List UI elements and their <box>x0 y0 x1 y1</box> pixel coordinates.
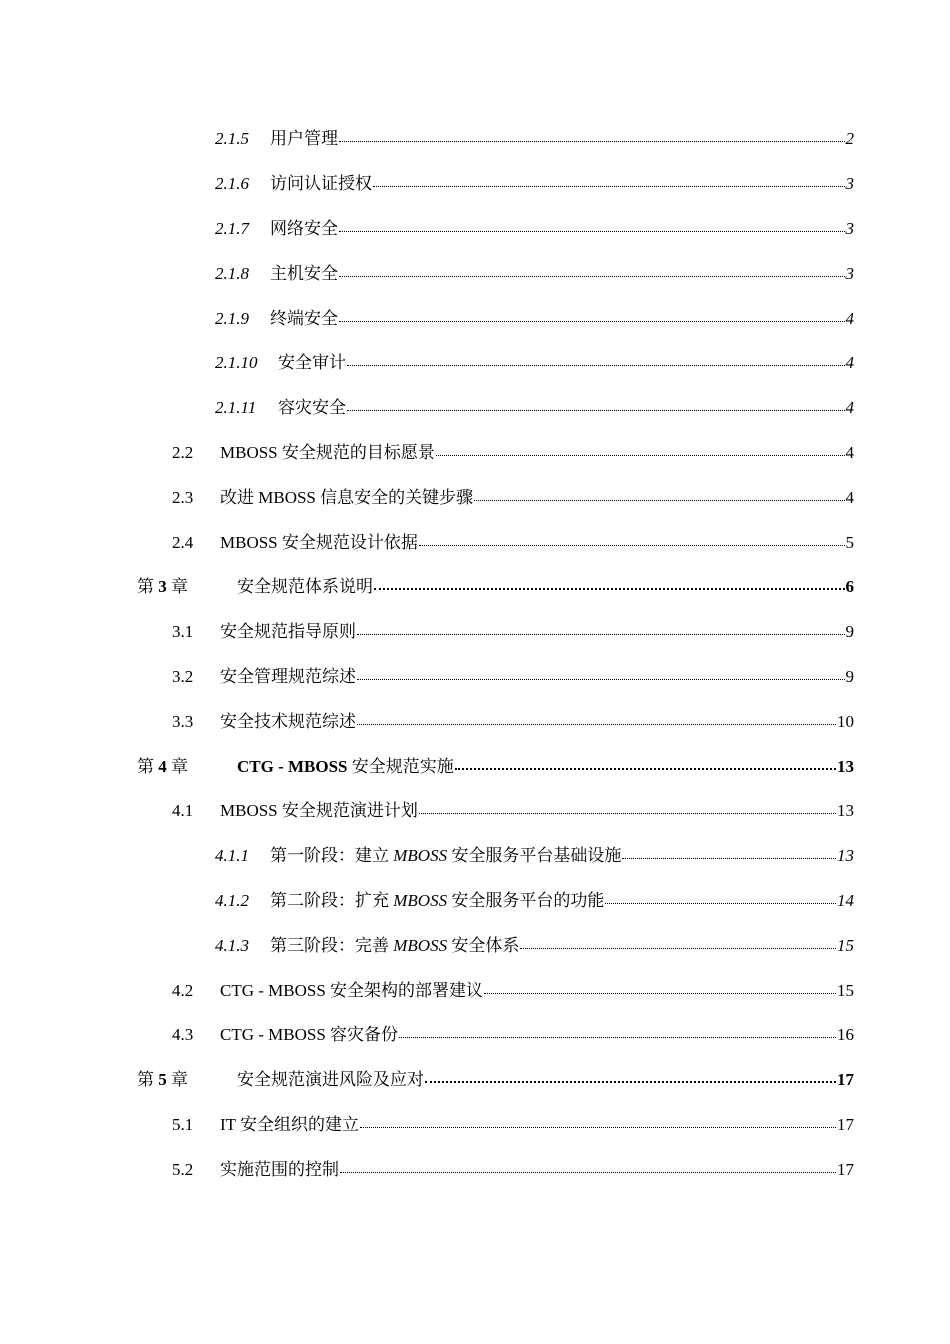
toc-page-number: 2 <box>845 129 854 148</box>
toc-entry-5-1[interactable] <box>172 1112 854 1138</box>
dot-leader <box>622 847 836 861</box>
toc-entry-4-3[interactable] <box>172 1022 854 1048</box>
toc-title-part: 安全体系 <box>447 936 520 955</box>
toc-title-italic: MBOSS <box>393 936 448 955</box>
toc-title-part: 第一阶段：建立 <box>270 846 394 865</box>
dot-leader <box>520 937 836 951</box>
toc-title-italic: MBOSS <box>393 846 448 865</box>
toc-title: 安全规范演进风险及应对 <box>237 1070 424 1089</box>
toc-number: 4.1.1 <box>215 846 249 865</box>
dot-leader <box>339 220 845 234</box>
toc-title: 主机安全 <box>270 264 338 283</box>
toc-number: 2.3 <box>172 488 194 507</box>
toc-page-number: 17 <box>837 1160 854 1179</box>
toc-title: 安全技术规范综述 <box>220 712 356 731</box>
toc-title: 网络安全 <box>270 219 338 238</box>
toc-number: 4.1.3 <box>215 936 249 955</box>
toc-page-number: 9 <box>845 667 854 686</box>
toc-entry-4-2[interactable] <box>172 978 854 1004</box>
chapter-digit: 3 <box>158 577 167 596</box>
toc-title <box>270 933 519 959</box>
toc-page-number: 13 <box>837 801 854 820</box>
toc-page-number: 4 <box>845 398 854 417</box>
toc-title: 用户管理 <box>270 129 338 148</box>
dot-leader <box>357 623 845 637</box>
dot-leader <box>484 982 836 996</box>
toc-page-number: 4 <box>845 488 854 507</box>
toc-entry-chapter-4[interactable] <box>137 754 854 780</box>
toc-title-part: 第三阶段：完善 <box>270 936 394 955</box>
toc-title-part: 第二阶段：扩充 <box>270 891 394 910</box>
dot-leader <box>474 489 844 503</box>
toc-entry-3-3[interactable] <box>172 709 854 735</box>
dot-leader <box>419 802 836 816</box>
toc-number: 3.1 <box>172 622 194 641</box>
toc-page-number: 14 <box>837 891 854 910</box>
toc-entry-2-1-7[interactable] <box>215 216 854 242</box>
toc-entry-2-1-6[interactable] <box>215 171 854 197</box>
toc-entry-4-1-3[interactable] <box>215 933 854 959</box>
toc-entry-chapter-3[interactable] <box>137 574 854 600</box>
toc-page-number: 16 <box>837 1025 854 1044</box>
toc-number: 2.1.10 <box>215 353 258 372</box>
chapter-suffix: 章 <box>166 577 188 596</box>
toc-title: 容灾安全 <box>278 398 346 417</box>
dot-leader <box>339 265 845 279</box>
toc-number: 3.3 <box>172 712 194 731</box>
toc-number: 2.1.6 <box>215 174 249 193</box>
toc-entry-2-2[interactable] <box>172 440 854 466</box>
toc-page-number: 9 <box>845 622 854 641</box>
toc-entry-4-1-2[interactable] <box>215 888 854 914</box>
toc-title-italic: MBOSS <box>393 891 448 910</box>
dot-leader <box>605 892 836 906</box>
chapter-prefix: 第 <box>137 577 159 596</box>
toc-title: 改进 MBOSS 信息安全的关键步骤 <box>220 488 474 507</box>
toc-title: 安全规范体系说明 <box>237 577 373 596</box>
toc-title: 访问认证授权 <box>270 174 372 193</box>
toc-number: 5.2 <box>172 1160 194 1179</box>
dot-leader <box>347 399 845 413</box>
dot-leader <box>374 578 845 592</box>
toc-number: 2.1.7 <box>215 219 249 238</box>
toc-page-number: 4 <box>845 309 854 328</box>
toc-number: 2.1.5 <box>215 129 249 148</box>
toc-chapter-number <box>137 754 237 780</box>
toc-page-number: 13 <box>837 757 854 776</box>
toc-page-number: 15 <box>837 936 854 955</box>
chapter-digit: 4 <box>158 757 167 776</box>
dot-leader <box>360 1116 836 1130</box>
toc-page-number: 4 <box>845 443 854 462</box>
chapter-suffix: 章 <box>166 1070 188 1089</box>
toc-number: 3.2 <box>172 667 194 686</box>
dot-leader <box>419 534 845 548</box>
toc-title: 实施范围的控制 <box>220 1160 339 1179</box>
toc-chapter-number <box>137 1067 237 1093</box>
toc-page-number: 10 <box>837 712 854 731</box>
toc-entry-2-3[interactable] <box>172 485 854 511</box>
toc-entry-2-1-9[interactable] <box>215 306 854 332</box>
toc-page-number: 17 <box>837 1115 854 1134</box>
toc-number: 4.3 <box>172 1025 194 1044</box>
toc-number: 4.1.2 <box>215 891 249 910</box>
dot-leader <box>436 444 845 458</box>
toc-entry-3-1[interactable] <box>172 619 854 645</box>
toc-number: 2.1.8 <box>215 264 249 283</box>
toc-page-number: 6 <box>845 577 854 596</box>
toc-title-part: 安全服务平台的功能 <box>447 891 605 910</box>
dot-leader <box>339 130 845 144</box>
dot-leader <box>357 668 845 682</box>
toc-title: MBOSS 安全规范演进计划 <box>220 801 418 820</box>
chapter-suffix: 章 <box>166 757 188 776</box>
toc-page-number: 3 <box>845 219 854 238</box>
toc-title: 安全规范指导原则 <box>220 622 356 641</box>
toc-page-number: 13 <box>837 846 854 865</box>
toc-title: IT 安全组织的建立 <box>220 1115 359 1134</box>
toc-page-number: 4 <box>845 353 854 372</box>
toc-page-number: 5 <box>845 533 854 552</box>
toc-title: MBOSS 安全规范设计依据 <box>220 533 418 552</box>
toc-number: 2.4 <box>172 533 194 552</box>
toc-entry-3-2[interactable] <box>172 664 854 690</box>
toc-title <box>270 843 621 869</box>
toc-title: CTG - MBOSS 安全架构的部署建议 <box>220 981 484 1000</box>
dot-leader <box>339 310 845 324</box>
toc-title: CTG - MBOSS 容灾备份 <box>220 1025 399 1044</box>
toc-number: 4.2 <box>172 981 194 1000</box>
toc-number: 2.1.11 <box>215 398 257 417</box>
toc-entry-2-1-11[interactable] <box>215 395 854 421</box>
toc-entry-2-1-8[interactable] <box>215 261 854 287</box>
toc-title: 安全管理规范综述 <box>220 667 356 686</box>
toc-entry-2-1-5[interactable] <box>215 126 854 152</box>
chapter-prefix: 第 <box>137 757 159 776</box>
toc-page-number: 15 <box>837 981 854 1000</box>
chapter-digit: 5 <box>158 1070 167 1089</box>
toc-entry-chapter-5[interactable] <box>137 1067 854 1093</box>
toc-title: 安全审计 <box>278 353 346 372</box>
dot-leader <box>399 1026 836 1040</box>
toc-entry-4-1-1[interactable] <box>215 843 854 869</box>
dot-leader <box>357 713 836 727</box>
toc-title-rest: 安全规范实施 <box>347 757 454 776</box>
toc-title: MBOSS 安全规范的目标愿景 <box>220 443 435 462</box>
toc-title-bold: CTG - MBOSS <box>237 757 348 776</box>
toc-page-number: 3 <box>845 264 854 283</box>
dot-leader <box>340 1161 836 1175</box>
toc-entry-2-1-10[interactable] <box>215 350 854 376</box>
toc-chapter-number <box>137 574 237 600</box>
toc-title <box>237 754 454 780</box>
toc-page-number: 3 <box>845 174 854 193</box>
dot-leader <box>455 758 836 772</box>
toc-entry-2-4[interactable] <box>172 530 854 556</box>
toc-title-part: 安全服务平台基础设施 <box>447 846 622 865</box>
dot-leader <box>347 354 845 368</box>
toc-number: 5.1 <box>172 1115 194 1134</box>
dot-leader <box>425 1071 836 1085</box>
toc-title <box>270 888 604 914</box>
toc-entry-4-1[interactable] <box>172 798 854 824</box>
toc-title: 终端安全 <box>270 309 338 328</box>
dot-leader <box>373 175 845 189</box>
toc-page-number: 17 <box>837 1070 854 1089</box>
toc-number: 4.1 <box>172 801 194 820</box>
toc-number: 2.1.9 <box>215 309 249 328</box>
chapter-prefix: 第 <box>137 1070 159 1089</box>
toc-number: 2.2 <box>172 443 194 462</box>
toc-entry-5-2[interactable] <box>172 1157 854 1183</box>
